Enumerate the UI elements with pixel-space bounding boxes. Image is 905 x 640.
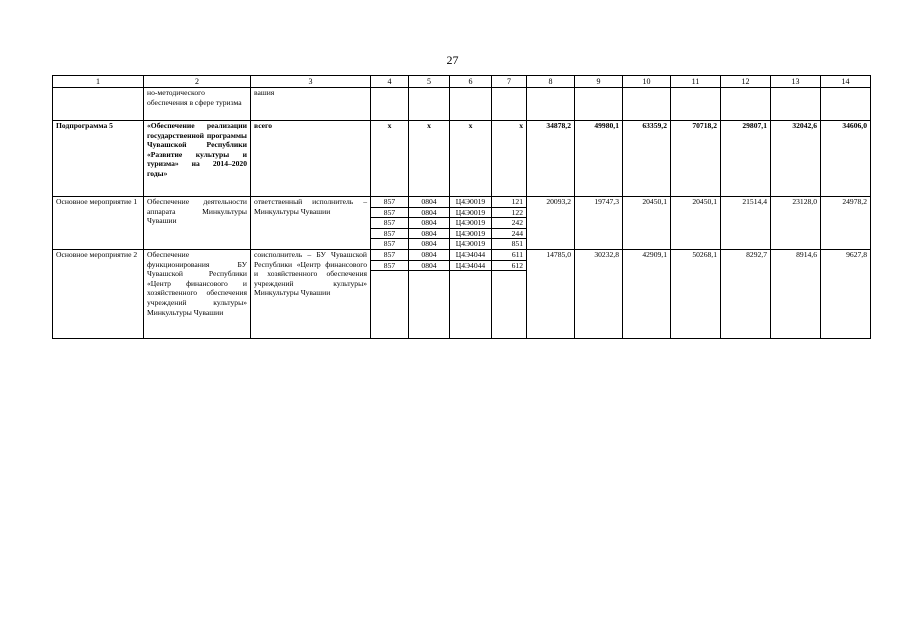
code-cell: 857 <box>371 197 409 208</box>
value-cell: 29807,1 <box>721 121 771 197</box>
table-cell: x <box>371 121 409 197</box>
code-cell: 121 <box>492 197 527 208</box>
value-cell: 50268,1 <box>671 249 721 338</box>
value-cell: 21514,4 <box>721 197 771 250</box>
budget-table <box>52 75 871 339</box>
code-cell: 857 <box>371 239 409 250</box>
code-cell: 0804 <box>409 260 450 271</box>
header-cell: 11 <box>671 76 721 88</box>
table-cell <box>527 88 575 121</box>
table-cell <box>492 271 527 339</box>
code-cell: Ц4Э4044 <box>450 249 492 260</box>
table-cell <box>821 88 871 121</box>
table-cell <box>450 271 492 339</box>
value-cell: 49980,1 <box>575 121 623 197</box>
table-cell: но-методического обеспечения в сфере туризма <box>144 88 251 121</box>
code-cell: Ц4Э0019 <box>450 218 492 229</box>
subprogram-source: всего <box>251 121 371 197</box>
header-cell: 8 <box>527 76 575 88</box>
activity-2-source: соисполнитель – БУ Чувашской Республики «Центр финансового и хозяйственного обеспечения учреждений культуры» Минкультуры Чувашии <box>251 249 371 338</box>
table-cell <box>371 271 409 339</box>
code-cell: Ц4Э4044 <box>450 260 492 271</box>
table-cell: x <box>409 121 450 197</box>
table-cell <box>492 88 527 121</box>
header-cell: 2 <box>144 76 251 88</box>
header-cell: 12 <box>721 76 771 88</box>
table-cell: x <box>450 121 492 197</box>
code-cell: 242 <box>492 218 527 229</box>
activity-2-row <box>53 249 871 260</box>
code-cell: 0804 <box>409 218 450 229</box>
value-cell: 20450,1 <box>671 197 721 250</box>
table-cell <box>771 88 821 121</box>
value-cell: 34606,0 <box>821 121 871 197</box>
subprogram-title: «Обеспечение реализации государственной программы Чувашской Республики «Развитие культуры и туризма» на 2014–2020 годы» <box>144 121 251 197</box>
header-cell: 9 <box>575 76 623 88</box>
code-cell: 857 <box>371 218 409 229</box>
code-cell: 612 <box>492 260 527 271</box>
value-cell: 20093,2 <box>527 197 575 250</box>
code-cell: 122 <box>492 207 527 218</box>
code-cell: 244 <box>492 228 527 239</box>
header-cell: 14 <box>821 76 871 88</box>
table-cell <box>721 88 771 121</box>
code-cell: Ц4Э0019 <box>450 207 492 218</box>
code-cell: 0804 <box>409 228 450 239</box>
value-cell: 70718,2 <box>671 121 721 197</box>
value-cell: 34878,2 <box>527 121 575 197</box>
code-cell: 857 <box>371 207 409 218</box>
activity-1-row <box>53 197 871 208</box>
header-cell: 13 <box>771 76 821 88</box>
subprogram-name: Подпрограмма 5 <box>53 121 144 197</box>
code-cell: 0804 <box>409 239 450 250</box>
subprogram-row <box>53 121 871 197</box>
value-cell: 23128,0 <box>771 197 821 250</box>
table-cell <box>409 271 450 339</box>
table-cell <box>371 88 409 121</box>
code-cell: Ц4Э0019 <box>450 197 492 208</box>
header-cell: 5 <box>409 76 450 88</box>
header-cell: 6 <box>450 76 492 88</box>
header-cell: 1 <box>53 76 144 88</box>
header-cell: 10 <box>623 76 671 88</box>
value-cell: 8914,6 <box>771 249 821 338</box>
activity-2-title: Обеспечение функционирования БУ Чувашской Республики «Центр финансового и хозяйственного обеспечения учреждений культуры» Минкультуры Чувашии <box>144 249 251 338</box>
table-cell <box>53 88 144 121</box>
value-cell: 32042,6 <box>771 121 821 197</box>
value-cell: 9627,8 <box>821 249 871 338</box>
code-cell: 857 <box>371 228 409 239</box>
code-cell: 857 <box>371 249 409 260</box>
activity-1-title: Обеспечение деятельности аппарата Минкультуры Чувашии <box>144 197 251 250</box>
activity-1-source: ответственный исполнитель – Минкультуры Чувашии <box>251 197 371 250</box>
table-cell <box>623 88 671 121</box>
code-cell: Ц4Э0019 <box>450 228 492 239</box>
value-cell: 20450,1 <box>623 197 671 250</box>
table-cell: вашия <box>251 88 371 121</box>
value-cell: 14785,0 <box>527 249 575 338</box>
code-cell: Ц4Э0019 <box>450 239 492 250</box>
value-cell: 8292,7 <box>721 249 771 338</box>
code-cell: 851 <box>492 239 527 250</box>
value-cell: 24978,2 <box>821 197 871 250</box>
page-number: 27 <box>446 53 459 67</box>
value-cell: 63359,2 <box>623 121 671 197</box>
code-cell: 0804 <box>409 197 450 208</box>
code-cell: 857 <box>371 260 409 271</box>
code-cell: 611 <box>492 249 527 260</box>
code-cell: 0804 <box>409 249 450 260</box>
table-cell <box>671 88 721 121</box>
header-cell: 7 <box>492 76 527 88</box>
table-cell <box>409 88 450 121</box>
value-cell: 42909,1 <box>623 249 671 338</box>
table-cell: x <box>492 121 527 197</box>
table-cell <box>450 88 492 121</box>
activity-1-name: Основное мероприятие 1 <box>53 197 144 250</box>
header-cell: 3 <box>251 76 371 88</box>
value-cell: 30232,8 <box>575 249 623 338</box>
table-cell <box>575 88 623 121</box>
continuation-row <box>53 88 871 121</box>
header-cell: 4 <box>371 76 409 88</box>
table-header-row <box>53 76 871 88</box>
code-cell: 0804 <box>409 207 450 218</box>
value-cell: 19747,3 <box>575 197 623 250</box>
activity-2-name: Основное мероприятие 2 <box>53 249 144 338</box>
